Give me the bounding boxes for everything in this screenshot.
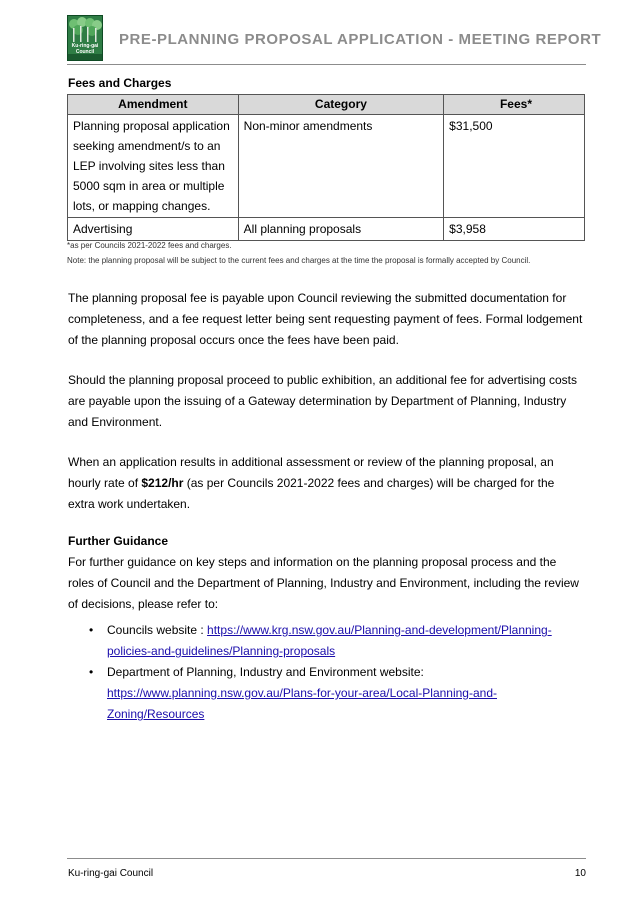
bullet-icon: • — [89, 665, 94, 679]
council-logo — [67, 15, 103, 61]
paragraph-hourly-rate — [68, 452, 583, 515]
department-website-link-part2[interactable]: Zoning/Resources — [107, 707, 205, 721]
amendment-line: seeking amendment/s to an — [73, 139, 221, 153]
page-header-title: PRE-PLANNING PROPOSAL APPLICATION - MEETING REPORT — [119, 31, 602, 48]
footer-divider — [67, 858, 586, 859]
logo-name-line1: Ku-ring-gai — [71, 43, 99, 49]
table-row — [68, 115, 585, 218]
amendment-cell — [68, 218, 239, 241]
paragraph-fee-payable: The planning proposal fee is payable upon Council reviewing the submitted documentation for completeness, and a fee request letter being sent requesting payment of fees. Formal lodgement of the planning proposal occurs once the fees have been paid. — [68, 291, 583, 347]
table-header-row — [68, 95, 585, 115]
hourly-rate-text-before: When an application results in additional assessment or review of the planning proposal, an hourly rate of — [68, 455, 554, 490]
header-divider — [67, 64, 586, 65]
fees-footnote: *as per Councils 2021-2022 fees and charges. — [67, 241, 232, 250]
logo-name-line2: Council — [75, 49, 95, 55]
amendment-line: LEP involving sites less than — [73, 159, 225, 173]
list-item — [68, 662, 583, 725]
list-item — [68, 620, 583, 662]
column-header-amendment: Amendment — [68, 95, 239, 115]
council-website-link-part2[interactable]: policies-and-guidelines/Planning-proposals — [107, 644, 336, 658]
column-header-category: Category — [238, 95, 444, 115]
hourly-rate-text-after: (as per Councils 2021-2022 fees and charges) will be charged for the extra work undertaken. — [68, 476, 555, 511]
fee-cell: $3,958 — [444, 218, 585, 241]
paragraph-advertising-fee: Should the planning proposal proceed to public exhibition, an additional fee for advertising costs are payable upon the issuing of a Gateway determination by Department of Planning, Industry and Environment. — [68, 373, 578, 429]
table-row — [68, 218, 585, 241]
amendment-cell — [68, 115, 239, 218]
column-header-fees: Fees* — [444, 95, 585, 115]
bullet-icon: • — [89, 623, 94, 637]
amendment-line: lots, or mapping changes. — [73, 199, 211, 213]
council-website-link-part1[interactable]: https://www.krg.nsw.gov.au/Planning-and-development/Planning- — [207, 623, 552, 637]
fees-section-title: Fees and Charges — [68, 76, 172, 90]
fee-cell: $31,500 — [444, 115, 585, 218]
category-cell: All planning proposals — [238, 218, 444, 241]
department-website-link[interactable] — [107, 686, 497, 721]
amendment-line: Planning proposal application — [73, 119, 230, 133]
footer-organisation: Ku-ring-gai Council — [68, 868, 154, 879]
amendment-line: Advertising — [73, 222, 133, 236]
guidance-intro: For further guidance on key steps and information on the planning proposal process and the roles of Council and the Department of Planning, Industry and Environment, including the review of decisions, please refer to: — [68, 555, 579, 611]
guidance-section-title: Further Guidance — [68, 534, 169, 548]
amendment-line: 5000 sqm in area or multiple — [73, 179, 225, 193]
department-website-label: Department of Planning, Industry and Environment website: — [107, 665, 424, 679]
fees-table — [67, 94, 585, 241]
council-website-label: Councils website : — [107, 623, 208, 637]
page-number: 10 — [574, 868, 586, 879]
category-cell: Non-minor amendments — [238, 115, 444, 218]
department-website-link-part1[interactable]: https://www.planning.nsw.gov.au/Plans-for-your-area/Local-Planning-and- — [107, 686, 497, 700]
guidance-links-list — [68, 620, 583, 725]
fees-note: Note: the planning proposal will be subject to the current fees and charges at the time the proposal is formally accepted by Council. — [67, 256, 531, 265]
hourly-rate-value: $212/hr — [141, 476, 184, 490]
